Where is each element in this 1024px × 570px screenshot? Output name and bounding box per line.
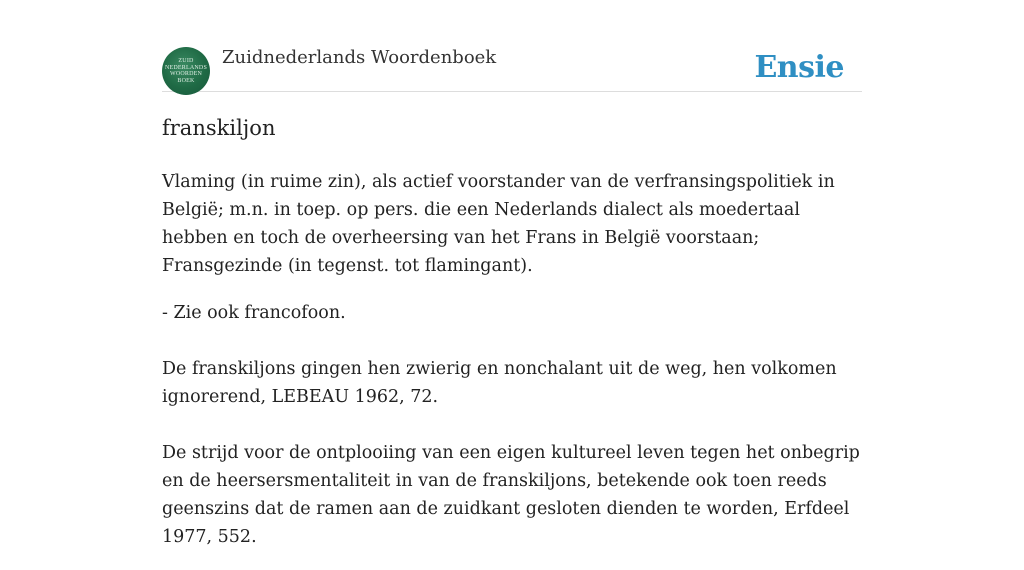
source-name-link[interactable]: Zuidnederlands Woordenboek: [222, 47, 497, 68]
entry-term: franskiljon: [162, 116, 276, 140]
dictionary-logo[interactable]: ZUID NEDERLANDS WOORDEN BOEK: [162, 47, 210, 95]
entry-definition: Vlaming (in ruime zin), als actief voorstander van de verfransingspolitiek in België; m.n. in toep. op pers. die een Nederlands dialect als moedertaal hebben en toch de overheersing van het Frans in België voorstaan; Fransgezinde (in tegenst. tot flamingant).: [162, 172, 835, 276]
example-quote-2: De strijd voor de ontplooiing van een eigen kultureel leven tegen het onbegrip en de heersersmentaliteit in van de franskiljons, betekende ook toen reeds geenszins dat de ramen aan de zuidkant gesloten dienden te worden, Erfdeel 1977, 552.: [162, 443, 860, 547]
ensie-brand-logo[interactable]: Ensie: [754, 50, 844, 85]
example-quote-1: De franskiljons gingen hen zwierig en nonchalant uit de weg, hen volkomen ignorerend, LEBEAU 1962, 72.: [162, 359, 837, 407]
entry-content: [162, 168, 862, 570]
site-header: [162, 44, 862, 92]
see-also-note: - Zie ook francofoon.: [162, 303, 346, 323]
